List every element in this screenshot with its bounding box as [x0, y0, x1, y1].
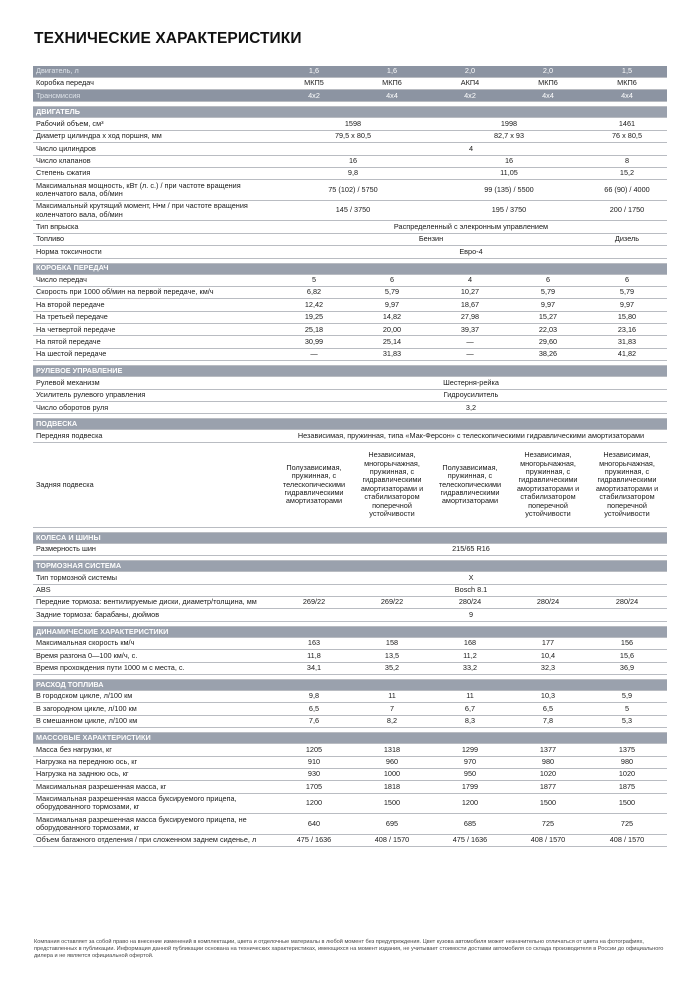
spec-value: 408 / 1570: [509, 834, 587, 846]
section-title: ДВИГАТЕЛЬ: [33, 107, 667, 118]
section-header: [33, 263, 667, 274]
spec-row: [33, 543, 667, 555]
section-title: РАСХОД ТОПЛИВА: [33, 679, 667, 690]
spec-row: [33, 781, 667, 793]
section-title: ТОРМОЗНАЯ СИСТЕМА: [33, 561, 667, 572]
header-row-drive: [33, 90, 667, 102]
spec-value: 1500: [587, 793, 667, 814]
header-cell: 4x4: [353, 90, 431, 102]
spec-value: 1877: [509, 781, 587, 793]
spec-row: [33, 143, 667, 155]
spec-value: 12,42: [275, 299, 353, 311]
spec-value: 39,37: [431, 324, 509, 336]
spec-value: 163: [275, 637, 353, 649]
spec-label: Размерность шин: [33, 543, 275, 555]
spec-value: 6,5: [275, 703, 353, 715]
spec-value: 1598: [275, 118, 431, 130]
spec-value: 11,8: [275, 650, 353, 662]
spec-value: 66 (90) / 4000: [587, 180, 667, 201]
spec-value: 16: [275, 155, 431, 167]
section-title: МАССОВЫЕ ХАРАКТЕРИСТИКИ: [33, 733, 667, 744]
spec-value: 408 / 1570: [587, 834, 667, 846]
spec-value: 1998: [431, 118, 587, 130]
spec-value: 1799: [431, 781, 509, 793]
header-cell: 1,6: [275, 66, 353, 78]
spec-value: 1200: [275, 793, 353, 814]
spec-value: 82,7 x 93: [431, 130, 587, 142]
spec-label: Нагрузка на переднюю ось, кг: [33, 756, 275, 768]
header-cell: 2,0: [509, 66, 587, 78]
spec-value: 7,6: [275, 715, 353, 727]
spec-label: На третьей передаче: [33, 311, 275, 323]
spec-row: [33, 274, 667, 286]
spec-value: 9,97: [509, 299, 587, 311]
spec-value: 6: [509, 274, 587, 286]
spec-table: [33, 66, 667, 847]
spec-value: 156: [587, 637, 667, 649]
spec-row: [33, 584, 667, 596]
spec-label: Тип тормозной системы: [33, 572, 275, 584]
spec-row: [33, 430, 667, 442]
spec-label: Скорость при 1000 об/мин на первой передаче, км/ч: [33, 286, 275, 298]
spec-value: 725: [587, 814, 667, 835]
spec-value: 195 / 3750: [431, 200, 587, 221]
header-cell: 1,6: [353, 66, 431, 78]
spec-value: 10,3: [509, 690, 587, 702]
spec-value: 408 / 1570: [353, 834, 431, 846]
spec-row: [33, 596, 667, 608]
spec-row: [33, 130, 667, 142]
spec-label: Время разгона 0—100 км/ч, с.: [33, 650, 275, 662]
spec-value: Независимая, многорычажная, пружинная, с гидравлическими амортизаторами и стабилизатором поперечной устойчивости: [353, 442, 431, 527]
spec-value: 41,82: [587, 348, 667, 360]
spec-label: В городском цикле, л/100 км: [33, 690, 275, 702]
spec-label: Задняя подвеска: [33, 442, 275, 527]
section-title: КОРОБКА ПЕРЕДАЧ: [33, 263, 667, 274]
spec-label: Число передач: [33, 274, 275, 286]
spec-row: [33, 155, 667, 167]
footnote: Компания оставляет за собой право на внесение изменений в комплектации, цвета и отделочные материалы в любой момент без предупреждения. Цвет кузова автомобиля может незначительно отличаться от цвета на фотографиях, представленных в публикации. Информация данной публикации основана на технических характеристиках, имеющихся на момент издания, не учитывает стоимости доставки автомобиля со склада производителя в России до официального дилера и не является официальной офертой.: [34, 939, 664, 959]
spec-label: Число оборотов руля: [33, 402, 275, 414]
spec-label: Рулевой механизм: [33, 377, 275, 389]
spec-value: 11,05: [431, 167, 587, 179]
spec-value: 5,79: [353, 286, 431, 298]
spec-label: Усилитель рулевого управления: [33, 389, 275, 401]
section-header: [33, 626, 667, 637]
spec-value: 7: [353, 703, 431, 715]
header-cell: АКП4: [431, 78, 509, 90]
spec-row: [33, 637, 667, 649]
spec-value: 8: [587, 155, 667, 167]
spec-value: 36,9: [587, 662, 667, 674]
spec-value: Распределенный с элекронным управлением: [275, 221, 667, 233]
header-cell: 4x2: [275, 90, 353, 102]
header-cell: 4x2: [431, 90, 509, 102]
spec-label: Число клапанов: [33, 155, 275, 167]
spec-label: На четвертой передаче: [33, 324, 275, 336]
spec-value: 1205: [275, 744, 353, 756]
header-row-engine: [33, 66, 667, 78]
header-label: Двигатель, л: [33, 66, 275, 78]
spec-row: [33, 336, 667, 348]
spec-row: [33, 609, 667, 621]
spec-row: [33, 650, 667, 662]
spec-value: 1461: [587, 118, 667, 130]
spec-value: 6: [353, 274, 431, 286]
section-header: [33, 107, 667, 118]
spec-value: 6: [587, 274, 667, 286]
header-cell: 1,5: [587, 66, 667, 78]
spec-value: 9,8: [275, 167, 431, 179]
header-row-gearbox: [33, 78, 667, 90]
spec-value: 15,80: [587, 311, 667, 323]
spec-row: [33, 768, 667, 780]
spec-value: 23,16: [587, 324, 667, 336]
spec-value: 1375: [587, 744, 667, 756]
section-header: [33, 366, 667, 377]
spec-row: [33, 221, 667, 233]
spec-value: 930: [275, 768, 353, 780]
spec-value: 980: [587, 756, 667, 768]
spec-value: 1020: [509, 768, 587, 780]
spec-row: [33, 756, 667, 768]
spec-row: [33, 286, 667, 298]
spec-value: 280/24: [587, 596, 667, 608]
spec-value: 5,3: [587, 715, 667, 727]
spec-value: —: [275, 348, 353, 360]
spec-value: 15,2: [587, 167, 667, 179]
spec-label: Число цилиндров: [33, 143, 275, 155]
spec-value: 200 / 1750: [587, 200, 667, 221]
spec-row: [33, 442, 667, 527]
spec-value: 27,98: [431, 311, 509, 323]
spec-value: 475 / 1636: [431, 834, 509, 846]
header-cell: 4x4: [587, 90, 667, 102]
spec-row: [33, 246, 667, 258]
spec-row: [33, 834, 667, 846]
spec-value: 10,4: [509, 650, 587, 662]
spec-value: Дизель: [587, 233, 667, 245]
spec-value: 1020: [587, 768, 667, 780]
spec-label: Объем багажного отделения / при сложенном заднем сиденье, л: [33, 834, 275, 846]
header-cell: МКП6: [353, 78, 431, 90]
spec-value: 8,2: [353, 715, 431, 727]
spec-value: 168: [431, 637, 509, 649]
spec-value: 1200: [431, 793, 509, 814]
header-cell: МКП6: [587, 78, 667, 90]
spec-value: 9,8: [275, 690, 353, 702]
spec-value: 269/22: [275, 596, 353, 608]
spec-value: 8,3: [431, 715, 509, 727]
spec-label: Масса без нагрузки, кг: [33, 744, 275, 756]
spec-value: 9: [275, 609, 667, 621]
spec-value: 99 (135) / 5500: [431, 180, 587, 201]
spec-value: Шестерня-рейка: [275, 377, 667, 389]
spec-value: 695: [353, 814, 431, 835]
section-title: КОЛЕСА И ШИНЫ: [33, 532, 667, 543]
spec-value: 16: [431, 155, 587, 167]
spec-row: [33, 690, 667, 702]
spec-value: Полузависимая, пружинная, с телескопическими гидравлическими амортизаторами: [275, 442, 353, 527]
spec-value: 980: [509, 756, 587, 768]
spec-value: —: [431, 348, 509, 360]
section-title: ПОДВЕСКА: [33, 419, 667, 430]
spec-value: 6,7: [431, 703, 509, 715]
spec-row: [33, 744, 667, 756]
spec-value: 725: [509, 814, 587, 835]
spec-value: 31,83: [353, 348, 431, 360]
spec-label: ABS: [33, 584, 275, 596]
spec-value: 6,5: [509, 703, 587, 715]
spec-label: Максимальная мощность, кВт (л. с.) / при частоте вращения коленчатого вала, об/мин: [33, 180, 275, 201]
spec-label: Время прохождения пути 1000 м с места, с.: [33, 662, 275, 674]
section-header: [33, 532, 667, 543]
spec-label: Максимальная разрешенная масса, кг: [33, 781, 275, 793]
spec-row: [33, 311, 667, 323]
spec-value: Независимая, пружинная, типа «Мак-Ферсон» с телескопическими гидравлическими амортизаторами: [275, 430, 667, 442]
spec-value: 11: [353, 690, 431, 702]
spec-label: Норма токсичности: [33, 246, 275, 258]
spec-label: На шестой передаче: [33, 348, 275, 360]
spec-label: Нагрузка на заднюю ось, кг: [33, 768, 275, 780]
section-header: [33, 733, 667, 744]
spec-value: 215/65 R16: [275, 543, 667, 555]
spec-row: [33, 703, 667, 715]
spec-label: На пятой передаче: [33, 336, 275, 348]
spec-label: На второй передаче: [33, 299, 275, 311]
spec-value: 11: [431, 690, 509, 702]
spec-value: 75 (102) / 5750: [275, 180, 431, 201]
spec-value: 5,79: [587, 286, 667, 298]
spec-value: 30,99: [275, 336, 353, 348]
spec-value: 685: [431, 814, 509, 835]
spec-value: 18,67: [431, 299, 509, 311]
spec-row: [33, 814, 667, 835]
header-cell: 4x4: [509, 90, 587, 102]
spec-value: 76 x 80,5: [587, 130, 667, 142]
spec-value: 269/22: [353, 596, 431, 608]
spec-value: Евро-4: [275, 246, 667, 258]
spec-value: 280/24: [431, 596, 509, 608]
spec-value: 1818: [353, 781, 431, 793]
spec-value: 4: [431, 274, 509, 286]
header-cell: МКП6: [509, 78, 587, 90]
spec-value: 34,1: [275, 662, 353, 674]
spec-label: Максимальная разрешенная масса буксируемого прицепа, не оборудованного тормозами, кг: [33, 814, 275, 835]
spec-value: 4: [275, 143, 667, 155]
spec-label: Топливо: [33, 233, 275, 245]
spec-row: [33, 572, 667, 584]
spec-label: В смешанном цикле, л/100 км: [33, 715, 275, 727]
spec-row: [33, 662, 667, 674]
spec-value: 960: [353, 756, 431, 768]
spec-row: [33, 402, 667, 414]
spec-value: 9,97: [353, 299, 431, 311]
spec-value: 10,27: [431, 286, 509, 298]
header-cell: 2,0: [431, 66, 509, 78]
spec-value: 6,82: [275, 286, 353, 298]
spec-value: 32,3: [509, 662, 587, 674]
spec-value: 1875: [587, 781, 667, 793]
spec-value: 158: [353, 637, 431, 649]
spec-value: 15,27: [509, 311, 587, 323]
spec-value: Бензин: [275, 233, 587, 245]
spec-label: Передние тормоза: вентилируемые диски, диаметр/толщина, мм: [33, 596, 275, 608]
spec-row: [33, 377, 667, 389]
spec-value: Bosch 8.1: [275, 584, 667, 596]
spec-value: 31,83: [587, 336, 667, 348]
spec-value: 970: [431, 756, 509, 768]
spec-value: 5,79: [509, 286, 587, 298]
spec-value: 33,2: [431, 662, 509, 674]
spec-value: 5,9: [587, 690, 667, 702]
spec-row: [33, 389, 667, 401]
spec-value: X: [275, 572, 667, 584]
spec-value: 1000: [353, 768, 431, 780]
spec-value: 5: [587, 703, 667, 715]
header-label: Трансмиссия: [33, 90, 275, 102]
spec-label: Рабочий объем, см³: [33, 118, 275, 130]
spec-label: Задние тормоза: барабаны, дюймов: [33, 609, 275, 621]
spec-value: 11,2: [431, 650, 509, 662]
spec-value: 19,25: [275, 311, 353, 323]
section-title: ДИНАМИЧЕСКИЕ ХАРАКТЕРИСТИКИ: [33, 626, 667, 637]
header-cell: МКП5: [275, 78, 353, 90]
spec-value: 15,6: [587, 650, 667, 662]
spec-row: [33, 200, 667, 221]
spec-row: [33, 233, 667, 245]
spec-value: 13,5: [353, 650, 431, 662]
spec-value: 29,60: [509, 336, 587, 348]
spec-row: [33, 324, 667, 336]
spec-value: —: [431, 336, 509, 348]
spec-value: 35,2: [353, 662, 431, 674]
spec-row: [33, 715, 667, 727]
spec-row: [33, 180, 667, 201]
spec-row: [33, 167, 667, 179]
spec-value: 1318: [353, 744, 431, 756]
spec-value: 1299: [431, 744, 509, 756]
spec-row: [33, 118, 667, 130]
spec-value: 38,26: [509, 348, 587, 360]
section-header: [33, 419, 667, 430]
spec-value: 14,82: [353, 311, 431, 323]
spec-value: Гидроусилитель: [275, 389, 667, 401]
spec-value: 1705: [275, 781, 353, 793]
spec-value: 177: [509, 637, 587, 649]
spec-label: В загородном цикле, л/100 км: [33, 703, 275, 715]
spec-value: Полузависимая, пружинная, с телескопическими гидравлическими амортизаторами: [431, 442, 509, 527]
spec-value: 475 / 1636: [275, 834, 353, 846]
spec-value: 1500: [353, 793, 431, 814]
spec-value: 20,00: [353, 324, 431, 336]
spec-value: 25,14: [353, 336, 431, 348]
spec-value: Независимая, многорычажная, пружинная, с гидравлическими амортизаторами и стабилизатором поперечной устойчивости: [587, 442, 667, 527]
spec-value: 3,2: [275, 402, 667, 414]
spec-row: [33, 793, 667, 814]
spec-value: 79,5 x 80,5: [275, 130, 431, 142]
spec-value: 640: [275, 814, 353, 835]
section-title: РУЛЕВОЕ УПРАВЛЕНИЕ: [33, 366, 667, 377]
spec-value: 145 / 3750: [275, 200, 431, 221]
spec-value: 280/24: [509, 596, 587, 608]
spec-value: 950: [431, 768, 509, 780]
spec-value: 9,97: [587, 299, 667, 311]
spec-label: Максимальный крутящий момент, Н•м / при частоте вращения коленчатого вала, об/мин: [33, 200, 275, 221]
spec-value: Независимая, многорычажная, пружинная, с гидравлическими амортизаторами и стабилизатором поперечной устойчивости: [509, 442, 587, 527]
spec-label: Степень сжатия: [33, 167, 275, 179]
page-title: ТЕХНИЧЕСКИЕ ХАРАКТЕРИСТИКИ: [34, 30, 302, 47]
spec-row: [33, 299, 667, 311]
spec-value: 7,8: [509, 715, 587, 727]
spec-value: 910: [275, 756, 353, 768]
spec-label: Передняя подвеска: [33, 430, 275, 442]
spec-row: [33, 348, 667, 360]
spec-label: Максимальная скорость км/ч: [33, 637, 275, 649]
section-header: [33, 679, 667, 690]
spec-label: Максимальная разрешенная масса буксируемого прицепа, оборудованного тормозами, кг: [33, 793, 275, 814]
spec-value: 1500: [509, 793, 587, 814]
spec-value: 1377: [509, 744, 587, 756]
header-label: Коробка передач: [33, 78, 275, 90]
spec-value: 25,18: [275, 324, 353, 336]
spec-label: Тип впрыска: [33, 221, 275, 233]
spec-value: 5: [275, 274, 353, 286]
section-header: [33, 561, 667, 572]
spec-value: 22,03: [509, 324, 587, 336]
spec-label: Диаметр цилиндра x ход поршня, мм: [33, 130, 275, 142]
